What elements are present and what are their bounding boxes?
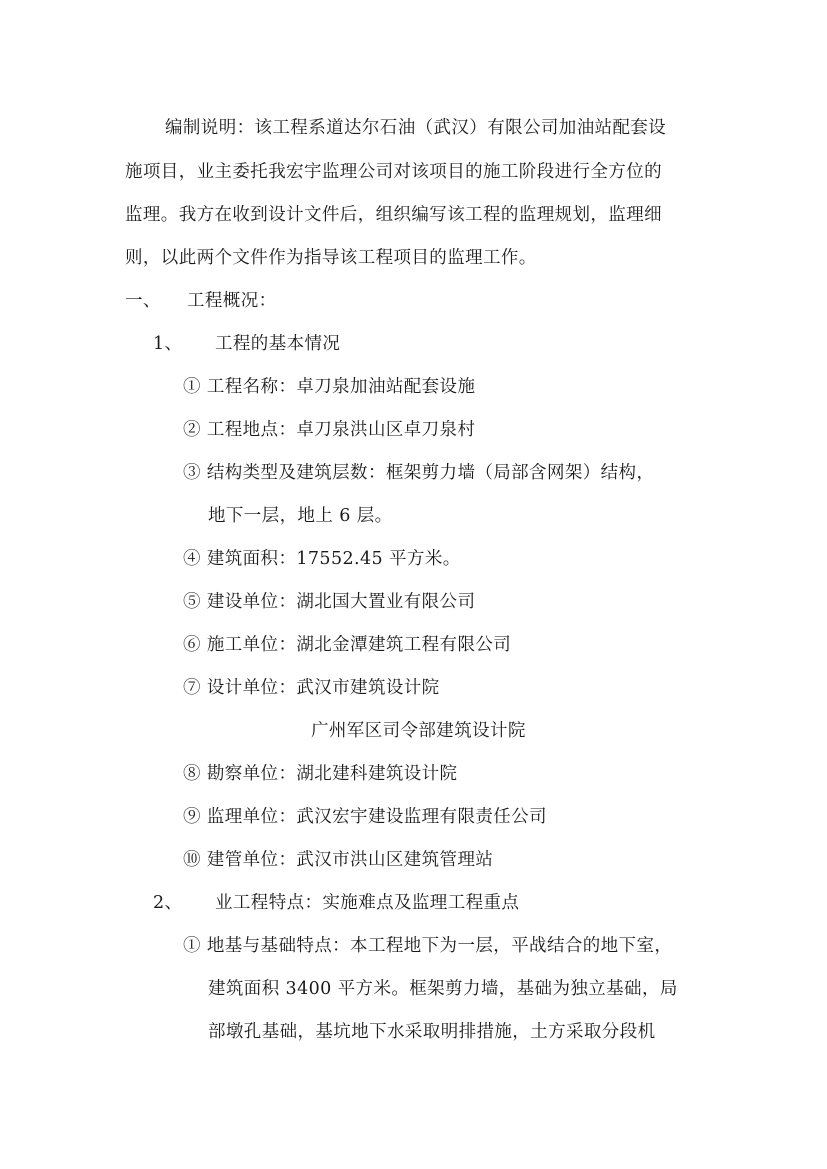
section-title: 工程概况： — [187, 291, 277, 311]
item-project-name: ① 工程名称：卓刀泉加油站配套设施 — [183, 377, 476, 397]
section-number: 一、 — [125, 291, 161, 311]
item-structure-type: ③ 结构类型及建筑层数：框架剪力墙（局部含网架）结构， — [183, 463, 655, 483]
feature-foundation: ① 地基与基础特点：本工程地下为一层，平战结合的地下室， — [183, 936, 673, 956]
intro-line-4: 则，以此两个文件作为指导该工程项目的监理工作。 — [125, 248, 537, 268]
subsection-heading-2 — [153, 891, 519, 915]
item-structure-type-cont: 地下一层，地上 6 层。 — [208, 506, 393, 526]
feature-foundation-cont-1: 建筑面积 3400 平方米。框架剪力墙，基础为独立基础，局 — [208, 979, 678, 999]
subsection-number-2: 2、 — [153, 893, 183, 913]
item-design-unit-2: 广州军区司令部建筑设计院 — [311, 721, 526, 741]
item-management-unit: ⑩ 建管单位：武汉市洪山区建筑管理站 — [183, 850, 494, 870]
item-construction-unit: ⑤ 建设单位：湖北国大置业有限公司 — [183, 592, 476, 612]
subsection-heading-1 — [153, 332, 340, 356]
item-builder-unit: ⑥ 施工单位：湖北金潭建筑工程有限公司 — [183, 635, 512, 655]
item-supervision-unit: ⑨ 监理单位：武汉宏宇建设监理有限责任公司 — [183, 807, 547, 827]
section-heading — [125, 289, 277, 313]
intro-line-2: 施项目，业主委托我宏宇监理公司对该项目的施工阶段进行全方位的 — [125, 162, 662, 182]
intro-line-3: 监理。我方在收到设计文件后，组织编写该工程的监理规划，监理细 — [125, 205, 662, 225]
item-building-area: ④ 建筑面积：17552.45 平方米。 — [183, 549, 461, 569]
subsection-title-2: 业工程特点：实施难点及监理工程重点 — [215, 893, 520, 913]
item-design-unit: ⑦ 设计单位：武汉市建筑设计院 — [183, 678, 440, 698]
item-survey-unit: ⑧ 勘察单位：湖北建科建筑设计院 — [183, 764, 458, 784]
item-project-location: ② 工程地点：卓刀泉洪山区卓刀泉村 — [183, 420, 476, 440]
intro-line-1: 编制说明：该工程系道达尔石油（武汉）有限公司加油站配套设 — [165, 118, 667, 138]
feature-foundation-cont-2: 部墩孔基础，基坑地下水采取明排措施，土方采取分段机 — [208, 1022, 656, 1042]
subsection-number-1: 1、 — [153, 334, 183, 354]
subsection-title-1: 工程的基本情况 — [215, 334, 341, 354]
